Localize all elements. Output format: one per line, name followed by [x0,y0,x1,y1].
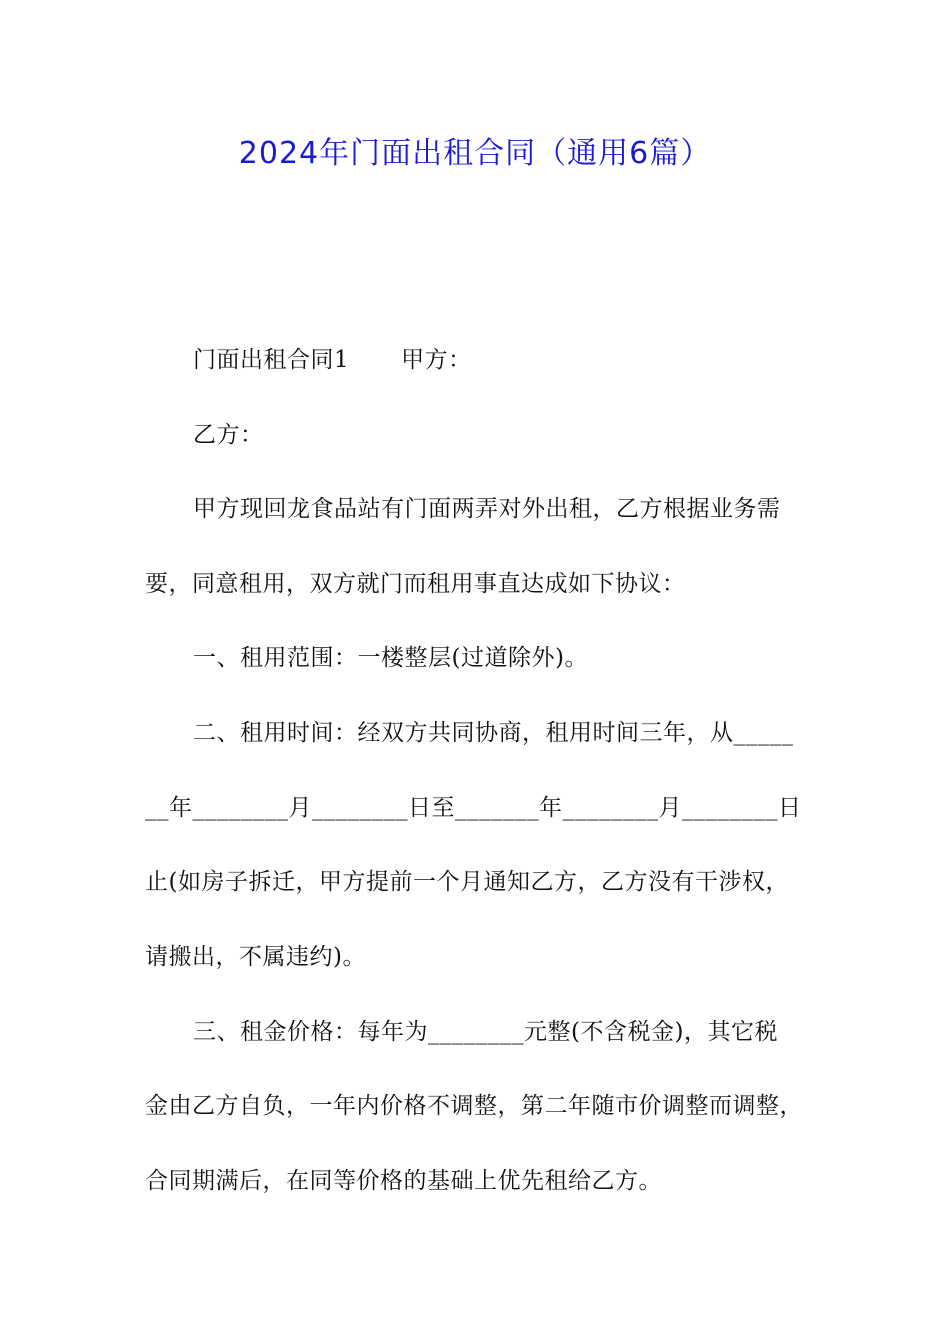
clause-3-line: 合同期满后，在同等价格的基础上优先租给乙方。 [145,1168,662,1194]
clause-2-line: 二、租用时间：经双方共同协商，租用时间三年，从_____ [193,720,794,746]
party-a-label: 甲方： [401,347,472,373]
clause-2-line: __年________月________日至_______年________月________日 [145,795,802,821]
clause-2-line: 请搬出，不属违约)。 [145,944,366,970]
contract-heading-line [193,345,873,375]
paragraph-line: 要，同意租用，双方就门而租用事直达成如下协议： [145,571,686,597]
clause-3-line: 三、租金价格：每年为________元整(不含税金)，其它税 [193,1019,778,1045]
clause-3-line: 金由乙方自负，一年内价格不调整，第二年随市价调整而调整， [145,1093,803,1119]
clause-1-line: 一、租用范围：一楼整层(过道除外)。 [193,645,588,671]
party-b-label: 乙方： [193,422,264,448]
contract-subtitle: 门面出租合同1 [193,347,350,373]
paragraph-line: 甲方现回龙食品站有门面两弄对外出租，乙方根据业务需 [193,496,781,522]
document-title: 2024年门面出租合同（通用6篇） [238,136,712,171]
clause-2-line: 止(如房子拆迁，甲方提前一个月通知乙方，乙方没有干涉权， [145,869,789,895]
